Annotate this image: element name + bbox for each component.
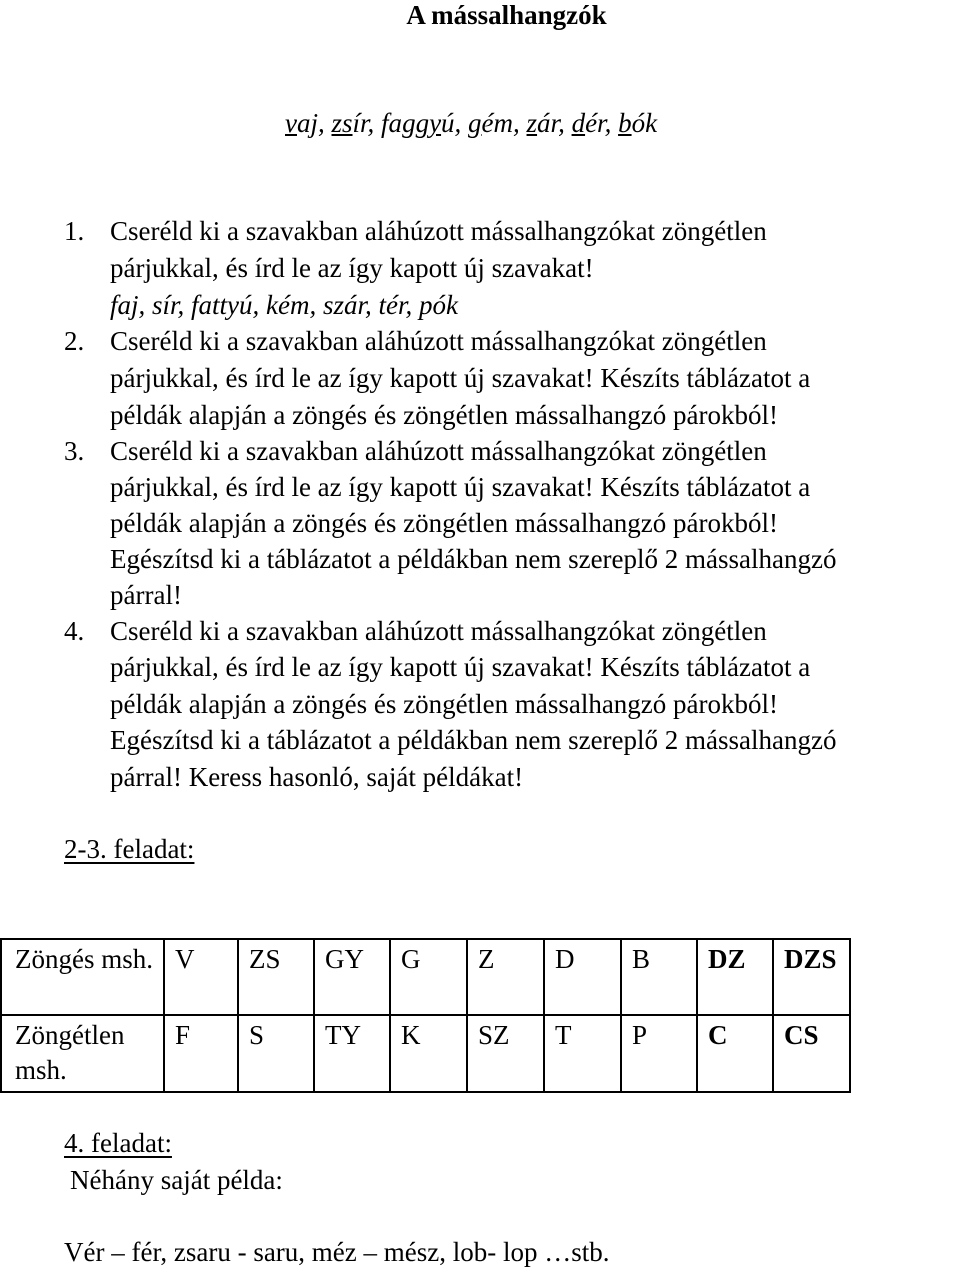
task-1-number: 1. bbox=[64, 216, 85, 246]
word-zsir: zsír bbox=[331, 108, 368, 138]
table-cell: GY bbox=[314, 939, 390, 1015]
word-bok: bók bbox=[618, 108, 658, 138]
table-cell: C bbox=[697, 1015, 773, 1092]
task-1-line-2: párjukkal, és írd le az így kapott új szavakat! bbox=[110, 253, 594, 283]
table-cell: Z bbox=[467, 939, 544, 1015]
table-row-voiced bbox=[1, 939, 850, 1015]
task-1-line-1: Cseréld ki a szavakban aláhúzott mássalhangzókat zöngétlen bbox=[110, 216, 767, 246]
table-cell: CS bbox=[773, 1015, 850, 1092]
table-cell: P bbox=[621, 1015, 697, 1092]
page-title: A mássalhangzók bbox=[406, 0, 607, 30]
table-cell: SZ bbox=[467, 1015, 544, 1092]
row-header-voiceless: Zöngétlen msh. bbox=[1, 1015, 164, 1092]
word-faggyu: faggyú bbox=[381, 108, 455, 138]
table-cell: DZS bbox=[773, 939, 850, 1015]
table-row-voiceless bbox=[1, 1015, 850, 1092]
task-2-number: 2. bbox=[64, 326, 85, 356]
task-4-line-3: példák alapján a zöngés és zöngétlen mássalhangzó párokból! bbox=[110, 689, 778, 719]
table-cell: V bbox=[164, 939, 238, 1015]
word-zar: zár bbox=[526, 108, 559, 138]
task-2-line-1: Cseréld ki a szavakban aláhúzott mássalhangzókat zöngétlen bbox=[110, 326, 767, 356]
task-2-line-3: példák alapján a zöngés és zöngétlen mássalhangzó párokból! bbox=[110, 400, 778, 430]
table-cell: TY bbox=[314, 1015, 390, 1092]
table-cell: B bbox=[621, 939, 697, 1015]
table-cell: T bbox=[544, 1015, 621, 1092]
table-cell: S bbox=[238, 1015, 314, 1092]
own-examples-label: Néhány saját példa: bbox=[70, 1165, 283, 1195]
row-header-voiced: Zöngés msh. bbox=[1, 939, 164, 1015]
task-3-line-5: párral! bbox=[110, 580, 182, 610]
task-4-line-2: párjukkal, és írd le az így kapott új szavakat! Készíts táblázatot a bbox=[110, 652, 811, 682]
task-4-line-4: Egészítsd ki a táblázatot a példákban nem szereplő 2 mássalhangzó bbox=[110, 725, 837, 755]
task-4-line-1: Cseréld ki a szavakban aláhúzott mássalhangzókat zöngétlen bbox=[110, 616, 767, 646]
task-3-line-3: példák alapján a zöngés és zöngétlen mássalhangzó párokból! bbox=[110, 508, 778, 538]
task-3-line-2: párjukkal, és írd le az így kapott új szavakat! Készíts táblázatot a bbox=[110, 472, 811, 502]
table-cell: DZ bbox=[697, 939, 773, 1015]
task-4-number: 4. bbox=[64, 616, 85, 646]
section-4-heading: 4. feladat: bbox=[64, 1128, 172, 1158]
section-2-3-heading: 2-3. feladat: bbox=[64, 834, 195, 864]
word-der: dér bbox=[571, 108, 605, 138]
table-cell: K bbox=[390, 1015, 467, 1092]
consonant-pairs-table bbox=[0, 938, 851, 1093]
task-3-number: 3. bbox=[64, 436, 85, 466]
task-3-line-1: Cseréld ki a szavakban aláhúzott mássalhangzókat zöngétlen bbox=[110, 436, 767, 466]
table-cell: ZS bbox=[238, 939, 314, 1015]
table-cell: D bbox=[544, 939, 621, 1015]
own-examples-text: Vér – fér, zsaru - saru, méz – mész, lob- lop …stb. bbox=[64, 1237, 610, 1267]
task-3-line-4: Egészítsd ki a táblázatot a példákban nem szereplő 2 mássalhangzó bbox=[110, 544, 837, 574]
table-cell: G bbox=[390, 939, 467, 1015]
word-gem: gém bbox=[468, 108, 514, 138]
example-words: vaj, zsír, faggyú, gém, zár, dér, bók bbox=[285, 108, 658, 138]
table-cell: F bbox=[164, 1015, 238, 1092]
task-4-line-5: párral! Keress hasonló, saját példákat! bbox=[110, 762, 524, 792]
task-1-answer: faj, sír, fattyú, kém, szár, tér, pók bbox=[110, 290, 458, 320]
task-2-line-2: párjukkal, és írd le az így kapott új szavakat! Készíts táblázatot a bbox=[110, 363, 811, 393]
word-vaj: vaj bbox=[285, 108, 318, 138]
